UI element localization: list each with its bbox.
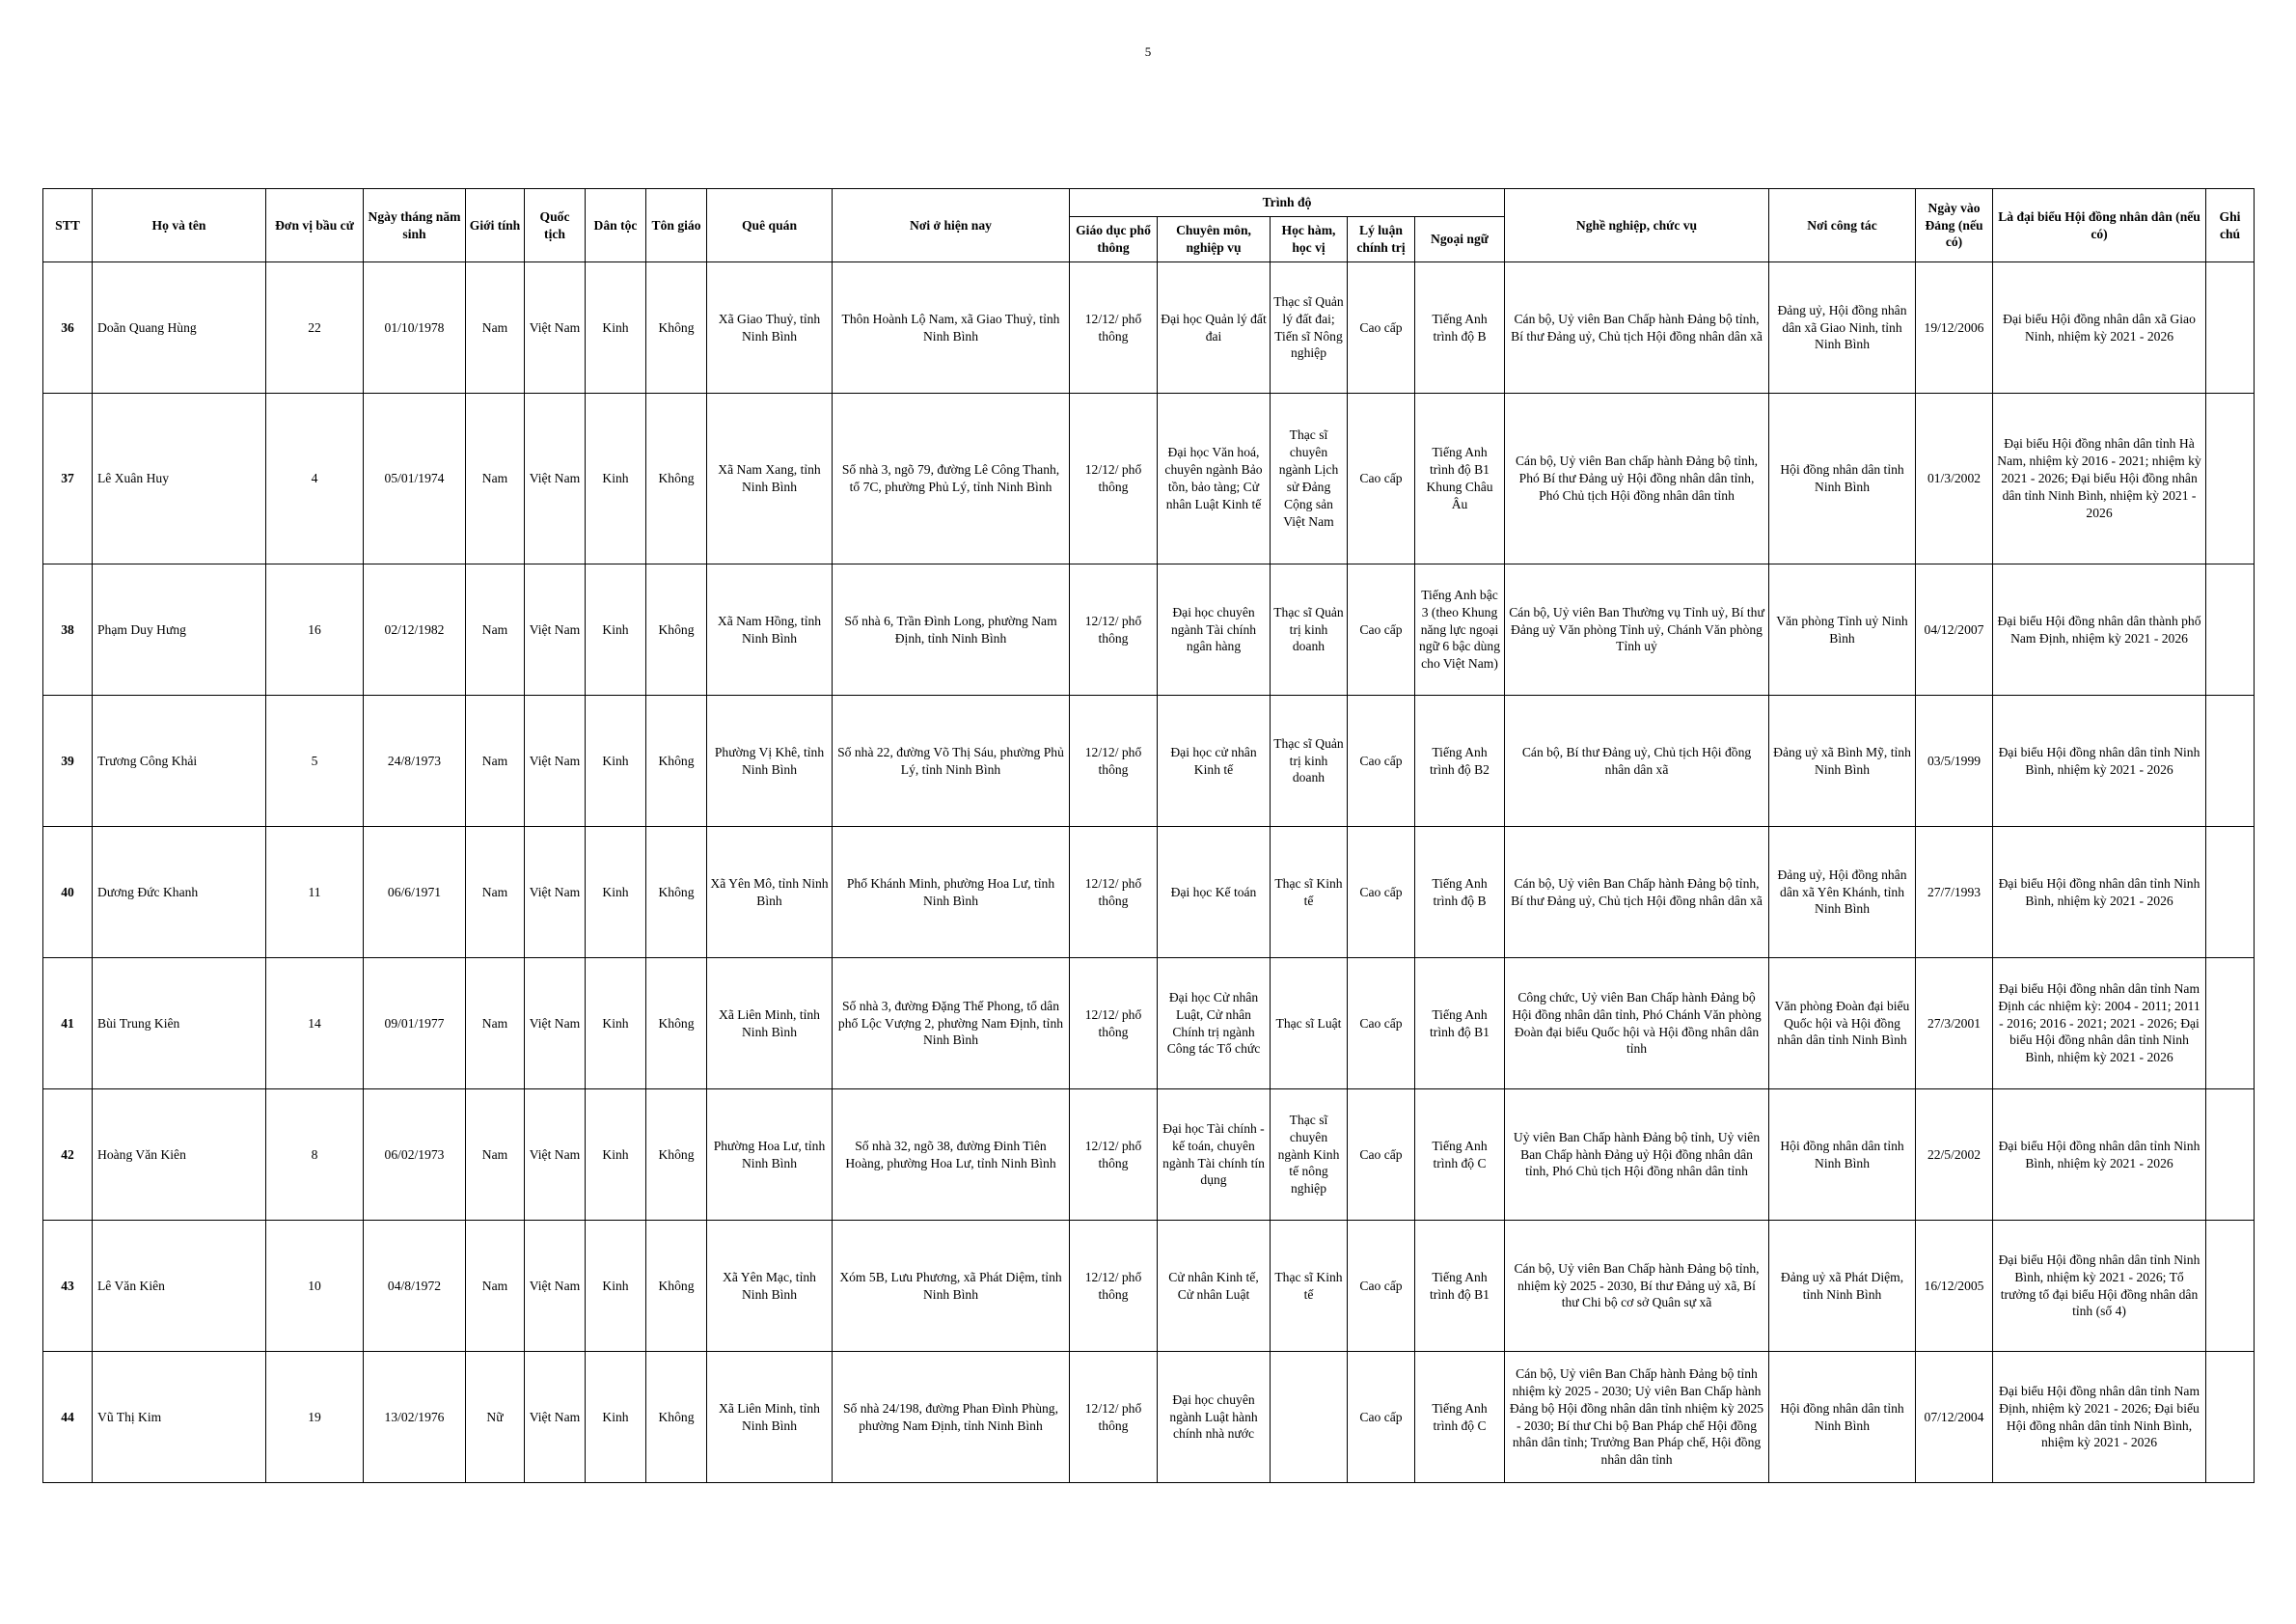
- cell-ho-ten: Trương Công Khải: [93, 696, 266, 827]
- cell-ngay-sinh: 01/10/1978: [364, 262, 466, 394]
- cell-chuyen-mon: Đại học Kế toán: [1158, 827, 1271, 958]
- cell-que-quan: Xã Yên Mô, tỉnh Ninh Bình: [707, 827, 833, 958]
- cell-que-quan: Xã Liên Minh, tỉnh Ninh Bình: [707, 1352, 833, 1483]
- cell-chuyen-mon: Đại học Cử nhân Luật, Cử nhân Chính trị ngành Công tác Tổ chức: [1158, 958, 1271, 1089]
- cell-noi-o: Số nhà 6, Trần Đình Long, phường Nam Định, tỉnh Ninh Bình: [833, 564, 1070, 696]
- cell-nghe-nghiep: Cán bộ, Uỷ viên Ban Chấp hành Đảng bộ tỉnh, Bí thư Đảng uỷ, Chủ tịch Hội đồng nhân dân xã: [1505, 262, 1769, 394]
- cell-dai-bieu: Đại biểu Hội đồng nhân dân tỉnh Ninh Bình, nhiệm kỳ 2021 - 2026: [1993, 1089, 2206, 1221]
- cell-nghe-nghiep: Cán bộ, Uỷ viên Ban Thường vụ Tỉnh uỷ, Bí thư Đảng uỷ Văn phòng Tỉnh uỷ, Chánh Văn phòng Tỉnh uỷ: [1505, 564, 1769, 696]
- cell-ton-giao: Không: [646, 1352, 707, 1483]
- cell-noi-o: Số nhà 32, ngõ 38, đường Đinh Tiên Hoàng, phường Hoa Lư, tỉnh Ninh Bình: [833, 1089, 1070, 1221]
- cell-ho-ten: Hoàng Văn Kiên: [93, 1089, 266, 1221]
- cell-nghe-nghiep: Cán bộ, Uỷ viên Ban Chấp hành Đảng bộ tỉnh nhiệm kỳ 2025 - 2030; Uỷ viên Ban Chấp hành Đảng bộ Hội đồng nhân dân tỉnh nhiệm kỳ 2025 - 2030; Bí thư Chi bộ Ban Pháp chế Hội đồng nhân dân tỉnh; Trưởng Ban Pháp chế, Hội đồng nhân dân tỉnh: [1505, 1352, 1769, 1483]
- table-row: [43, 827, 2255, 958]
- cell-don-vi: 11: [266, 827, 364, 958]
- cell-que-quan: Phường Hoa Lư, tỉnh Ninh Bình: [707, 1089, 833, 1221]
- cell-quoc-tich: Việt Nam: [525, 394, 586, 564]
- cell-stt: 43: [43, 1221, 93, 1352]
- cell-don-vi: 16: [266, 564, 364, 696]
- cell-giao-duc: 12/12/ phổ thông: [1070, 696, 1158, 827]
- cell-giao-duc: 12/12/ phổ thông: [1070, 262, 1158, 394]
- cell-giao-duc: 12/12/ phổ thông: [1070, 1089, 1158, 1221]
- cell-hoc-ham: Thạc sĩ Kinh tế: [1271, 1221, 1348, 1352]
- candidate-table: [42, 188, 2255, 1483]
- cell-gioi-tinh: Nam: [466, 827, 525, 958]
- header-hoc-ham: Học hàm, học vị: [1271, 217, 1348, 262]
- cell-stt: 41: [43, 958, 93, 1089]
- header-ngoai-ngu: Ngoại ngữ: [1415, 217, 1505, 262]
- cell-ly-luan: Cao cấp: [1348, 696, 1415, 827]
- cell-chuyen-mon: Đại học Quản lý đất đai: [1158, 262, 1271, 394]
- page-number: 5: [1144, 44, 1152, 59]
- cell-quoc-tich: Việt Nam: [525, 1352, 586, 1483]
- cell-ly-luan: Cao cấp: [1348, 1221, 1415, 1352]
- cell-hoc-ham: Thạc sĩ chuyên ngành Lịch sử Đảng Cộng sản Việt Nam: [1271, 394, 1348, 564]
- cell-chuyen-mon: Đại học Văn hoá, chuyên ngành Bảo tồn, bảo tàng; Cử nhân Luật Kinh tế: [1158, 394, 1271, 564]
- cell-ngay-vao-dang: 22/5/2002: [1916, 1089, 1993, 1221]
- cell-ton-giao: Không: [646, 696, 707, 827]
- cell-que-quan: Xã Nam Hồng, tỉnh Ninh Bình: [707, 564, 833, 696]
- table-row: [43, 262, 2255, 394]
- cell-dai-bieu: Đại biểu Hội đồng nhân dân tỉnh Ninh Bình, nhiệm kỳ 2021 - 2026; Tổ trưởng tổ đại biểu Hội đồng nhân dân tỉnh (số 4): [1993, 1221, 2206, 1352]
- cell-giao-duc: 12/12/ phổ thông: [1070, 958, 1158, 1089]
- cell-ho-ten: Doãn Quang Hùng: [93, 262, 266, 394]
- cell-ton-giao: Không: [646, 958, 707, 1089]
- cell-dan-toc: Kinh: [586, 394, 646, 564]
- cell-ghi-chu: [2206, 827, 2255, 958]
- table-row: [43, 696, 2255, 827]
- header-noi-o: Nơi ở hiện nay: [833, 189, 1070, 262]
- cell-nghe-nghiep: Cán bộ, Bí thư Đảng uỷ, Chủ tịch Hội đồng nhân dân xã: [1505, 696, 1769, 827]
- cell-hoc-ham: Thạc sĩ Kinh tế: [1271, 827, 1348, 958]
- header-noi-cong-tac: Nơi công tác: [1769, 189, 1916, 262]
- header-dai-bieu: Là đại biểu Hội đồng nhân dân (nếu có): [1993, 189, 2206, 262]
- cell-nghe-nghiep: Cán bộ, Uỷ viên Ban Chấp hành Đảng bộ tỉnh, nhiệm kỳ 2025 - 2030, Bí thư Đảng uỷ xã, Bí thư Chi bộ cơ sở Quân sự xã: [1505, 1221, 1769, 1352]
- header-gioi-tinh: Giới tính: [466, 189, 525, 262]
- cell-noi-cong-tac: Hội đồng nhân dân tỉnh Ninh Bình: [1769, 394, 1916, 564]
- cell-noi-cong-tac: Đảng uỷ xã Bình Mỹ, tỉnh Ninh Bình: [1769, 696, 1916, 827]
- cell-dai-bieu: Đại biểu Hội đồng nhân dân tỉnh Ninh Bình, nhiệm kỳ 2021 - 2026: [1993, 827, 2206, 958]
- cell-gioi-tinh: Nam: [466, 394, 525, 564]
- header-giao-duc: Giáo dục phổ thông: [1070, 217, 1158, 262]
- cell-stt: 37: [43, 394, 93, 564]
- cell-noi-cong-tac: Hội đồng nhân dân tỉnh Ninh Bình: [1769, 1089, 1916, 1221]
- cell-ton-giao: Không: [646, 1089, 707, 1221]
- cell-quoc-tich: Việt Nam: [525, 262, 586, 394]
- cell-dan-toc: Kinh: [586, 1352, 646, 1483]
- cell-ngay-vao-dang: 01/3/2002: [1916, 394, 1993, 564]
- cell-gioi-tinh: Nam: [466, 1089, 525, 1221]
- cell-ghi-chu: [2206, 696, 2255, 827]
- cell-quoc-tich: Việt Nam: [525, 958, 586, 1089]
- cell-hoc-ham: Thạc sĩ Quản trị kinh doanh: [1271, 696, 1348, 827]
- cell-chuyen-mon: Đại học chuyên ngành Luật hành chính nhà nước: [1158, 1352, 1271, 1483]
- cell-ton-giao: Không: [646, 564, 707, 696]
- cell-hoc-ham: Thạc sĩ chuyên ngành Kinh tế nông nghiệp: [1271, 1089, 1348, 1221]
- header-trinh-do: Trình độ: [1070, 189, 1505, 217]
- cell-ngay-vao-dang: 27/7/1993: [1916, 827, 1993, 958]
- cell-ngay-sinh: 09/01/1977: [364, 958, 466, 1089]
- cell-ngoai-ngu: Tiếng Anh trình độ B: [1415, 262, 1505, 394]
- cell-noi-cong-tac: Hội đồng nhân dân tỉnh Ninh Bình: [1769, 1352, 1916, 1483]
- cell-que-quan: Xã Giao Thuỷ, tỉnh Ninh Bình: [707, 262, 833, 394]
- cell-hoc-ham: Thạc sĩ Quản lý đất đai; Tiến sĩ Nông nghiệp: [1271, 262, 1348, 394]
- cell-gioi-tinh: Nam: [466, 564, 525, 696]
- cell-que-quan: Xã Liên Minh, tỉnh Ninh Bình: [707, 958, 833, 1089]
- cell-ton-giao: Không: [646, 394, 707, 564]
- cell-don-vi: 4: [266, 394, 364, 564]
- cell-ngoai-ngu: Tiếng Anh trình độ B: [1415, 827, 1505, 958]
- cell-quoc-tich: Việt Nam: [525, 564, 586, 696]
- cell-don-vi: 5: [266, 696, 364, 827]
- cell-dan-toc: Kinh: [586, 958, 646, 1089]
- cell-ho-ten: Lê Văn Kiên: [93, 1221, 266, 1352]
- cell-gioi-tinh: Nam: [466, 958, 525, 1089]
- cell-ngay-vao-dang: 03/5/1999: [1916, 696, 1993, 827]
- cell-noi-o: Thôn Hoành Lộ Nam, xã Giao Thuỷ, tỉnh Ninh Bình: [833, 262, 1070, 394]
- table-row: [43, 564, 2255, 696]
- cell-noi-o: Số nhà 24/198, đường Phan Đình Phùng, phường Nam Định, tỉnh Ninh Bình: [833, 1352, 1070, 1483]
- header-ton-giao: Tôn giáo: [646, 189, 707, 262]
- cell-ghi-chu: [2206, 958, 2255, 1089]
- header-ghi-chu: Ghi chú: [2206, 189, 2255, 262]
- cell-ngay-sinh: 06/02/1973: [364, 1089, 466, 1221]
- cell-ghi-chu: [2206, 1089, 2255, 1221]
- cell-ghi-chu: [2206, 564, 2255, 696]
- cell-hoc-ham: Thạc sĩ Luật: [1271, 958, 1348, 1089]
- table-body: [43, 262, 2255, 1483]
- cell-nghe-nghiep: Cán bộ, Uỷ viên Ban chấp hành Đảng bộ tỉnh, Phó Bí thư Đảng uỷ Hội đồng nhân dân tỉnh, Phó Chủ tịch Hội đồng nhân dân tỉnh: [1505, 394, 1769, 564]
- cell-ly-luan: Cao cấp: [1348, 262, 1415, 394]
- cell-dan-toc: Kinh: [586, 262, 646, 394]
- cell-dai-bieu: Đại biểu Hội đồng nhân dân tỉnh Ninh Bình, nhiệm kỳ 2021 - 2026: [1993, 696, 2206, 827]
- cell-dai-bieu: Đại biểu Hội đồng nhân dân xã Giao Ninh, nhiệm kỳ 2021 - 2026: [1993, 262, 2206, 394]
- cell-noi-cong-tac: Đảng uỷ, Hội đồng nhân dân xã Giao Ninh, tỉnh Ninh Bình: [1769, 262, 1916, 394]
- cell-ghi-chu: [2206, 1352, 2255, 1483]
- cell-dan-toc: Kinh: [586, 1221, 646, 1352]
- cell-ly-luan: Cao cấp: [1348, 827, 1415, 958]
- cell-stt: 42: [43, 1089, 93, 1221]
- cell-gioi-tinh: Nữ: [466, 1352, 525, 1483]
- cell-ho-ten: Phạm Duy Hưng: [93, 564, 266, 696]
- cell-hoc-ham: [1271, 1352, 1348, 1483]
- cell-ngay-sinh: 24/8/1973: [364, 696, 466, 827]
- cell-dan-toc: Kinh: [586, 696, 646, 827]
- cell-ngoai-ngu: Tiếng Anh trình độ C: [1415, 1089, 1505, 1221]
- cell-ghi-chu: [2206, 1221, 2255, 1352]
- header-row-top: [43, 189, 2255, 217]
- cell-giao-duc: 12/12/ phổ thông: [1070, 394, 1158, 564]
- cell-giao-duc: 12/12/ phổ thông: [1070, 564, 1158, 696]
- cell-ton-giao: Không: [646, 827, 707, 958]
- cell-noi-cong-tac: Văn phòng Đoàn đại biểu Quốc hội và Hội đồng nhân dân tỉnh Ninh Bình: [1769, 958, 1916, 1089]
- cell-stt: 44: [43, 1352, 93, 1483]
- cell-ngoai-ngu: Tiếng Anh trình độ C: [1415, 1352, 1505, 1483]
- cell-ngay-sinh: 13/02/1976: [364, 1352, 466, 1483]
- cell-ly-luan: Cao cấp: [1348, 958, 1415, 1089]
- header-don-vi: Đơn vị bầu cử: [266, 189, 364, 262]
- cell-gioi-tinh: Nam: [466, 1221, 525, 1352]
- cell-ngay-vao-dang: 07/12/2004: [1916, 1352, 1993, 1483]
- cell-ho-ten: Dương Đức Khanh: [93, 827, 266, 958]
- cell-ngay-sinh: 04/8/1972: [364, 1221, 466, 1352]
- header-chuyen-mon: Chuyên môn, nghiệp vụ: [1158, 217, 1271, 262]
- cell-stt: 39: [43, 696, 93, 827]
- table-row: [43, 958, 2255, 1089]
- cell-dai-bieu: Đại biểu Hội đồng nhân dân tỉnh Nam Định các nhiệm kỳ: 2004 - 2011; 2011 - 2016; 2016 - 2021; 2021 - 2026; Đại biểu Hội đồng nhân dân tỉnh Ninh Bình, nhiệm kỳ 2021 - 2026: [1993, 958, 2206, 1089]
- table-row: [43, 1221, 2255, 1352]
- cell-ngoai-ngu: Tiếng Anh trình độ B1 Khung Châu Âu: [1415, 394, 1505, 564]
- cell-ly-luan: Cao cấp: [1348, 1089, 1415, 1221]
- cell-ho-ten: Bùi Trung Kiên: [93, 958, 266, 1089]
- cell-noi-cong-tac: Văn phòng Tỉnh uỷ Ninh Bình: [1769, 564, 1916, 696]
- cell-chuyen-mon: Đại học chuyên ngành Tài chính ngân hàng: [1158, 564, 1271, 696]
- cell-nghe-nghiep: Công chức, Uỷ viên Ban Chấp hành Đảng bộ Hội đồng nhân dân tỉnh, Phó Chánh Văn phòng Đoàn đại biểu Quốc hội và Hội đồng nhân dân tỉnh: [1505, 958, 1769, 1089]
- cell-dan-toc: Kinh: [586, 1089, 646, 1221]
- cell-chuyen-mon: Đại học Tài chính - kế toán, chuyên ngành Tài chính tín dụng: [1158, 1089, 1271, 1221]
- header-quoc-tich: Quốc tịch: [525, 189, 586, 262]
- cell-dan-toc: Kinh: [586, 827, 646, 958]
- cell-chuyen-mon: Cử nhân Kinh tế, Cử nhân Luật: [1158, 1221, 1271, 1352]
- cell-ngay-vao-dang: 27/3/2001: [1916, 958, 1993, 1089]
- cell-ngoai-ngu: Tiếng Anh trình độ B2: [1415, 696, 1505, 827]
- cell-giao-duc: 12/12/ phổ thông: [1070, 1352, 1158, 1483]
- cell-ngoai-ngu: Tiếng Anh trình độ B1: [1415, 958, 1505, 1089]
- cell-noi-o: Xóm 5B, Lưu Phương, xã Phát Diệm, tỉnh Ninh Bình: [833, 1221, 1070, 1352]
- cell-ly-luan: Cao cấp: [1348, 394, 1415, 564]
- header-ngay-vao-dang: Ngày vào Đảng (nếu có): [1916, 189, 1993, 262]
- cell-ghi-chu: [2206, 262, 2255, 394]
- cell-ho-ten: Vũ Thị Kim: [93, 1352, 266, 1483]
- header-que-quan: Quê quán: [707, 189, 833, 262]
- cell-don-vi: 14: [266, 958, 364, 1089]
- table-row: [43, 1089, 2255, 1221]
- cell-don-vi: 10: [266, 1221, 364, 1352]
- header-ly-luan: Lý luận chính trị: [1348, 217, 1415, 262]
- cell-ly-luan: Cao cấp: [1348, 564, 1415, 696]
- header-ngay-sinh: Ngày tháng năm sinh: [364, 189, 466, 262]
- cell-ngay-sinh: 06/6/1971: [364, 827, 466, 958]
- cell-que-quan: Xã Yên Mạc, tỉnh Ninh Bình: [707, 1221, 833, 1352]
- table-row: [43, 1352, 2255, 1483]
- cell-chuyen-mon: Đại học cử nhân Kinh tế: [1158, 696, 1271, 827]
- cell-giao-duc: 12/12/ phổ thông: [1070, 1221, 1158, 1352]
- cell-ngay-vao-dang: 16/12/2005: [1916, 1221, 1993, 1352]
- cell-don-vi: 8: [266, 1089, 364, 1221]
- header-dan-toc: Dân tộc: [586, 189, 646, 262]
- cell-dai-bieu: Đại biểu Hội đồng nhân dân thành phố Nam Định, nhiệm kỳ 2021 - 2026: [1993, 564, 2206, 696]
- cell-dai-bieu: Đại biểu Hội đồng nhân dân tỉnh Hà Nam, nhiệm kỳ 2016 - 2021; nhiệm kỳ 2021 - 2026; Đại biểu Hội đồng nhân dân tỉnh Ninh Bình, nhiệm kỳ 2021 - 2026: [1993, 394, 2206, 564]
- cell-que-quan: Phường Vị Khê, tỉnh Ninh Bình: [707, 696, 833, 827]
- cell-ngoai-ngu: Tiếng Anh trình độ B1: [1415, 1221, 1505, 1352]
- cell-ngay-sinh: 05/01/1974: [364, 394, 466, 564]
- cell-ton-giao: Không: [646, 262, 707, 394]
- cell-don-vi: 22: [266, 262, 364, 394]
- cell-noi-cong-tac: Đảng uỷ xã Phát Diệm, tỉnh Ninh Bình: [1769, 1221, 1916, 1352]
- cell-noi-o: Phố Khánh Minh, phường Hoa Lư, tỉnh Ninh Bình: [833, 827, 1070, 958]
- header-ho-ten: Họ và tên: [93, 189, 266, 262]
- table-row: [43, 394, 2255, 564]
- cell-noi-o: Số nhà 3, đường Đặng Thế Phong, tổ dân phố Lộc Vượng 2, phường Nam Định, tỉnh Ninh Bình: [833, 958, 1070, 1089]
- cell-quoc-tich: Việt Nam: [525, 696, 586, 827]
- cell-ho-ten: Lê Xuân Huy: [93, 394, 266, 564]
- cell-ly-luan: Cao cấp: [1348, 1352, 1415, 1483]
- cell-quoc-tich: Việt Nam: [525, 1221, 586, 1352]
- cell-noi-o: Số nhà 3, ngõ 79, đường Lê Công Thanh, tổ 7C, phường Phủ Lý, tỉnh Ninh Bình: [833, 394, 1070, 564]
- cell-stt: 40: [43, 827, 93, 958]
- cell-gioi-tinh: Nam: [466, 696, 525, 827]
- cell-don-vi: 19: [266, 1352, 364, 1483]
- cell-nghe-nghiep: Uỷ viên Ban Chấp hành Đảng bộ tỉnh, Uỷ viên Ban Chấp hành Đảng uỷ Hội đồng nhân dân tỉnh, Phó Chủ tịch Hội đồng nhân dân tỉnh: [1505, 1089, 1769, 1221]
- cell-ton-giao: Không: [646, 1221, 707, 1352]
- cell-ghi-chu: [2206, 394, 2255, 564]
- cell-ngay-sinh: 02/12/1982: [364, 564, 466, 696]
- cell-stt: 36: [43, 262, 93, 394]
- cell-giao-duc: 12/12/ phổ thông: [1070, 827, 1158, 958]
- cell-noi-o: Số nhà 22, đường Võ Thị Sáu, phường Phủ Lý, tỉnh Ninh Bình: [833, 696, 1070, 827]
- cell-noi-cong-tac: Đảng uỷ, Hội đồng nhân dân xã Yên Khánh, tỉnh Ninh Bình: [1769, 827, 1916, 958]
- cell-stt: 38: [43, 564, 93, 696]
- cell-hoc-ham: Thạc sĩ Quản trị kinh doanh: [1271, 564, 1348, 696]
- cell-quoc-tich: Việt Nam: [525, 827, 586, 958]
- cell-dan-toc: Kinh: [586, 564, 646, 696]
- cell-gioi-tinh: Nam: [466, 262, 525, 394]
- cell-que-quan: Xã Nam Xang, tỉnh Ninh Bình: [707, 394, 833, 564]
- cell-dai-bieu: Đại biểu Hội đồng nhân dân tỉnh Nam Định, nhiệm kỳ 2021 - 2026; Đại biểu Hội đồng nhân dân tỉnh Ninh Bình, nhiệm kỳ 2021 - 2026: [1993, 1352, 2206, 1483]
- cell-quoc-tich: Việt Nam: [525, 1089, 586, 1221]
- header-stt: STT: [43, 189, 93, 262]
- cell-ngay-vao-dang: 04/12/2007: [1916, 564, 1993, 696]
- header-nghe-nghiep: Nghề nghiệp, chức vụ: [1505, 189, 1769, 262]
- cell-ngay-vao-dang: 19/12/2006: [1916, 262, 1993, 394]
- cell-ngoai-ngu: Tiếng Anh bậc 3 (theo Khung năng lực ngoại ngữ 6 bậc dùng cho Việt Nam): [1415, 564, 1505, 696]
- cell-nghe-nghiep: Cán bộ, Uỷ viên Ban Chấp hành Đảng bộ tỉnh, Bí thư Đảng uỷ, Chủ tịch Hội đồng nhân dân xã: [1505, 827, 1769, 958]
